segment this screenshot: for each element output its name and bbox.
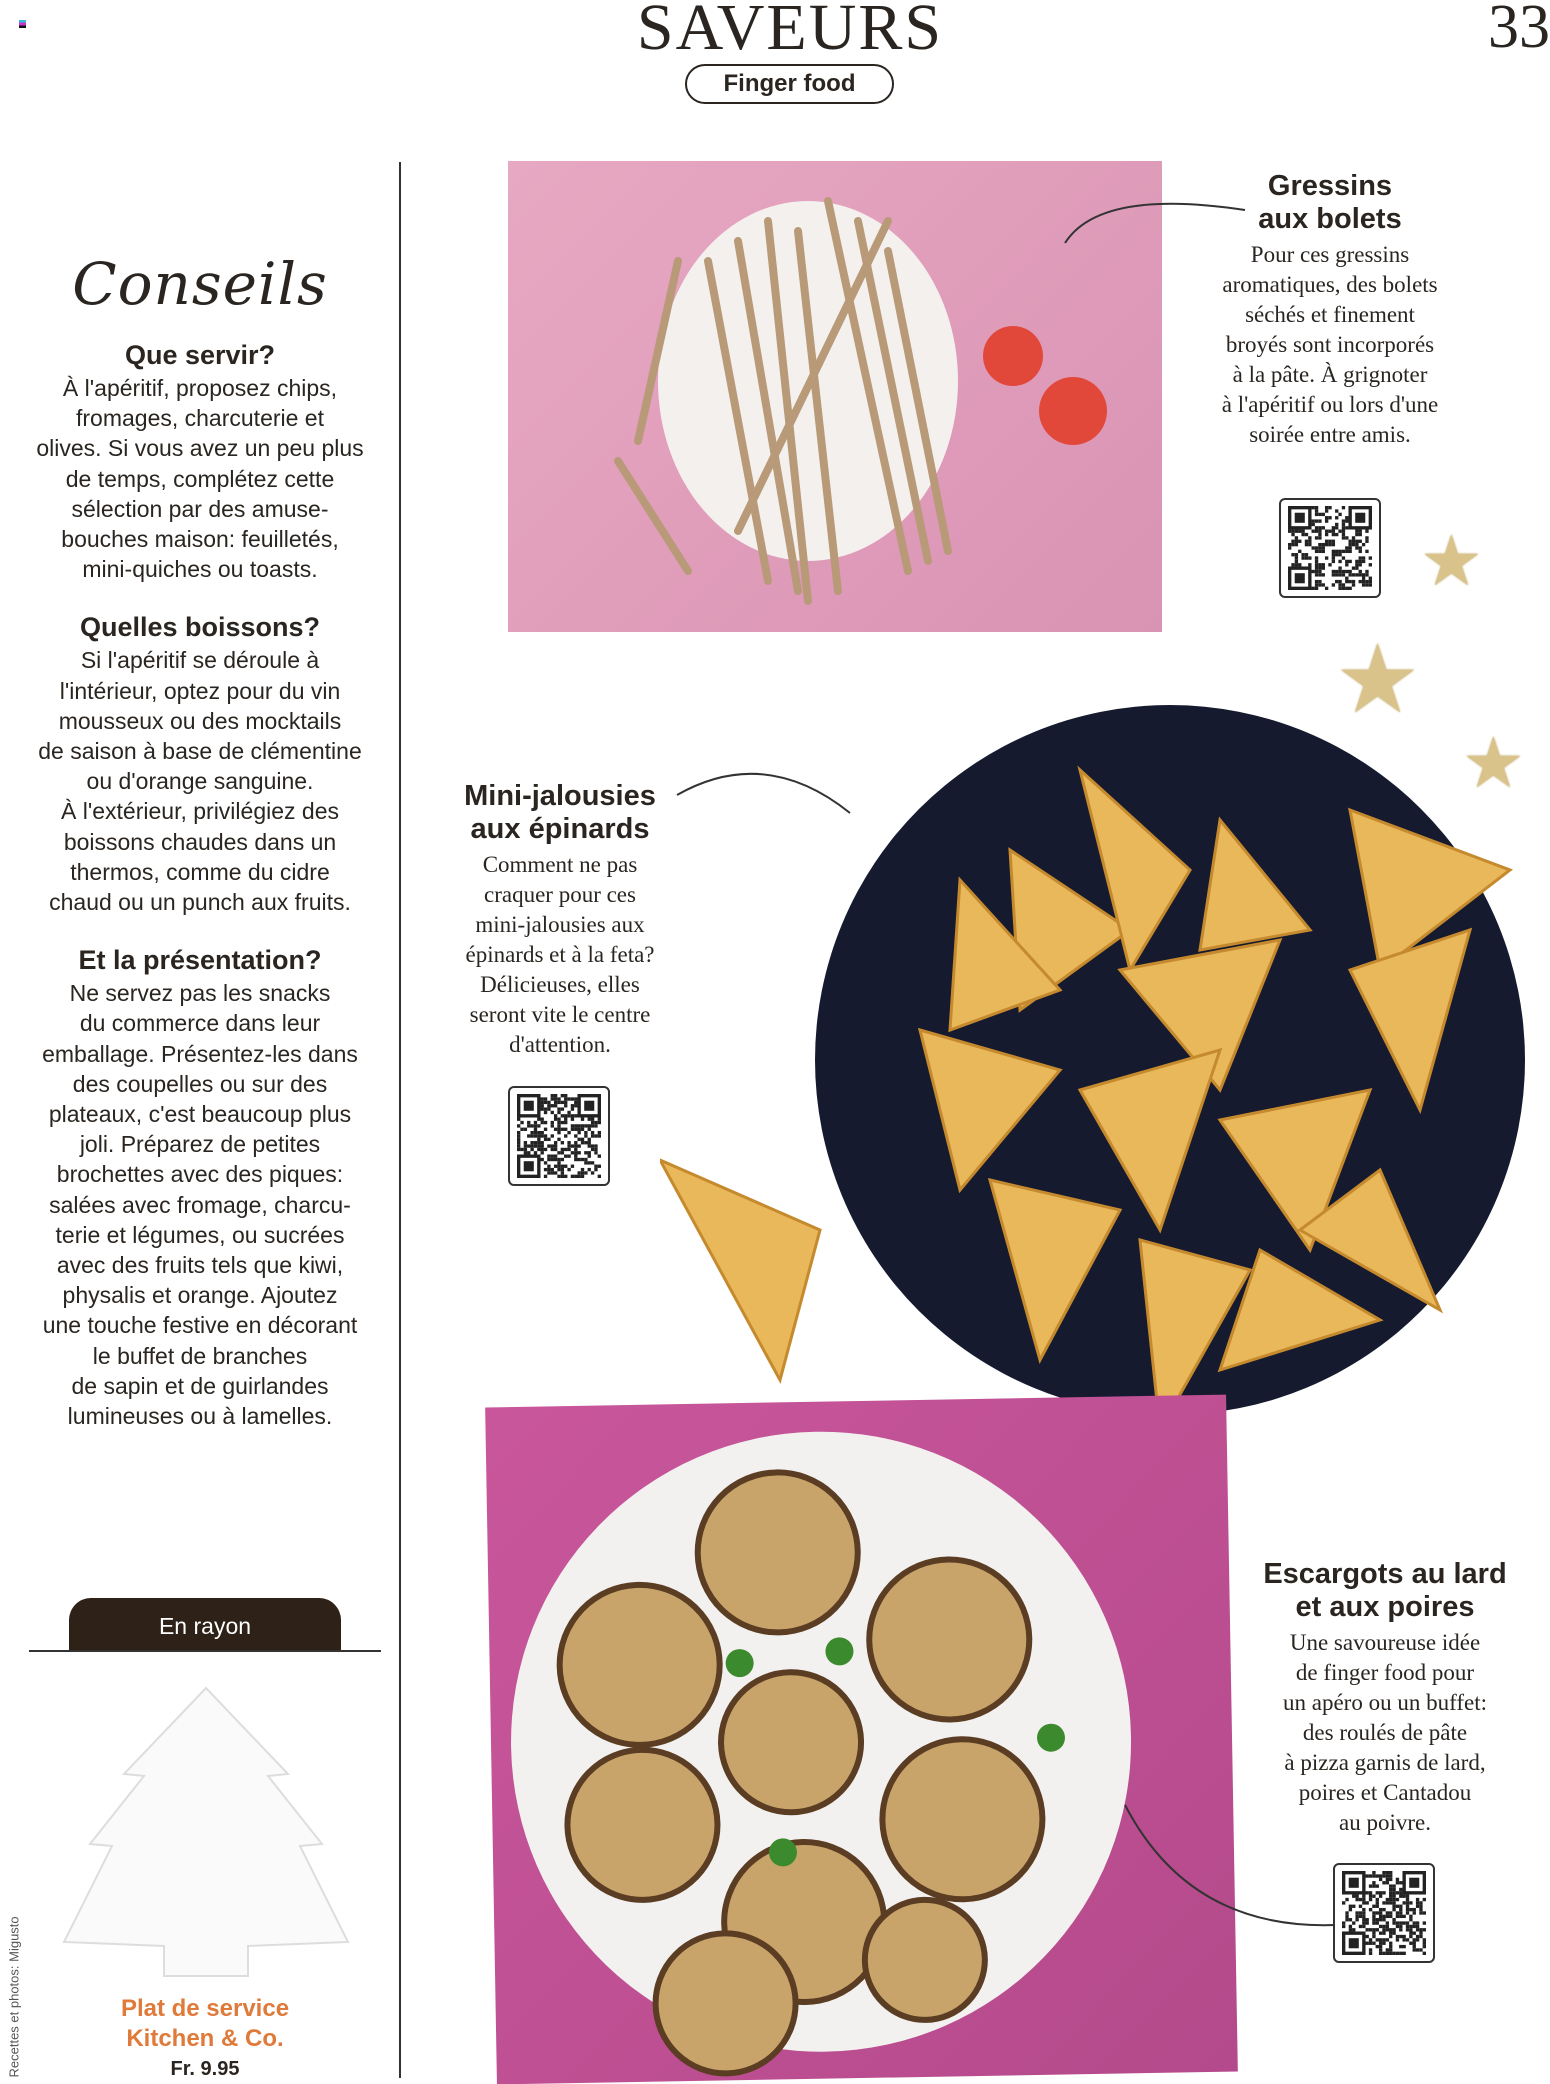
recipe-title: Mini-jalousies aux épinards: [464, 780, 656, 845]
text-line: joli. Préparez de petites: [79, 1131, 321, 1158]
text-line: épinards et à la feta?: [465, 942, 655, 967]
qr-code[interactable]: [508, 1086, 610, 1186]
text-line: d'attention.: [509, 1032, 611, 1057]
escargots-illustration: [485, 1395, 1238, 2084]
text-line: à l'apéritif ou lors d'une: [1221, 392, 1439, 417]
text-line: avec des fruits tels que kiwi,: [56, 1252, 344, 1279]
text-line: olives. Si vous avez un peu plus: [36, 435, 364, 462]
text-line: à la pâte. À grignoter: [1232, 362, 1428, 387]
divider: [29, 1650, 381, 1652]
text-line: À l'apéritif, proposez chips,: [62, 375, 338, 401]
recipe-jalousies: [420, 780, 700, 1060]
text-line: emballage. Présentez-les dans: [42, 1040, 358, 1067]
qr-code[interactable]: [1279, 498, 1381, 598]
text-line: craquer pour ces: [484, 882, 636, 907]
page-number: 33: [1488, 0, 1550, 61]
star-decoration: ★: [1462, 724, 1525, 802]
qr-pattern: [1287, 506, 1373, 590]
text-line: seront vite le centre: [469, 1002, 651, 1027]
text-line: du commerce dans leur: [79, 1010, 321, 1037]
star-decoration: ★: [1420, 522, 1483, 600]
text-line: broyés sont incorporés: [1225, 332, 1435, 357]
text-line: thermos, comme du cidre: [70, 858, 330, 885]
star-decoration: ★: [1335, 627, 1421, 733]
conseil-text: [20, 978, 380, 1431]
section-title: SAVEURS: [636, 0, 944, 64]
leader-line: [675, 765, 855, 815]
text-line: Délicieuses, elles: [480, 972, 640, 997]
recipe-description: [1245, 1628, 1525, 1838]
conseils-title: Conseils: [72, 250, 328, 318]
qr-code[interactable]: [1333, 1863, 1435, 1963]
recipe-title: Gressins aux bolets: [1258, 170, 1402, 235]
text-line: sélection par des amuse-: [71, 495, 329, 522]
product-info: [20, 1994, 390, 2084]
product-name: Plat de service: [120, 1995, 290, 2022]
conseil-heading: Que servir?: [124, 340, 276, 370]
qr-pattern: [516, 1094, 602, 1178]
text-line: ou d'orange sanguine.: [86, 768, 314, 795]
text-line: soirée entre amis.: [1249, 422, 1411, 447]
text-line: de finger food pour: [1295, 1660, 1475, 1685]
tree-plate-image: [60, 1684, 352, 1980]
text-line: Si l'apéritif se déroule à: [80, 647, 320, 674]
category-pill: Finger food: [685, 64, 894, 104]
text-line: au poivre.: [1339, 1810, 1431, 1835]
text-line: Une savoureuse idée: [1289, 1630, 1481, 1655]
text-line: mini-jalousies aux: [475, 912, 645, 937]
text-line: mini-quiches ou toasts.: [82, 556, 318, 583]
recipe-escargots: [1245, 1558, 1525, 1838]
text-line: de saison à base de clémentine: [38, 738, 362, 765]
text-line: poires et Cantadou: [1298, 1780, 1472, 1805]
product-brand: Kitchen & Co.: [126, 2025, 284, 2052]
column-divider: [399, 162, 401, 2078]
text-line: à pizza garnis de lard,: [1284, 1750, 1486, 1775]
product-price: Fr. 9.95: [170, 2058, 240, 2080]
text-line: des coupelles ou sur des: [72, 1070, 328, 1097]
text-line: salées avec fromage, charcu-: [49, 1191, 351, 1218]
text-line: de sapin et de guirlandes: [71, 1372, 329, 1399]
text-line: séchés et finement: [1245, 302, 1415, 327]
qr-pattern: [1341, 1871, 1427, 1955]
recipe-description: [420, 850, 700, 1060]
text-line: Ne servez pas les snacks: [69, 980, 331, 1007]
recipe-gressins: [1190, 170, 1470, 450]
text-line: fromages, charcuterie et: [75, 405, 324, 432]
text-line: terie et légumes, ou sucrées: [55, 1221, 345, 1248]
text-line: lumineuses ou à lamelles.: [67, 1403, 333, 1430]
recipe-description: [1190, 240, 1470, 450]
escargots-photo: [485, 1395, 1238, 2084]
en-rayon-tab: En rayon: [69, 1598, 341, 1651]
text-line: des roulés de pâte: [1302, 1720, 1468, 1745]
conseil-text: [20, 373, 380, 584]
conseil-heading: Quelles boissons?: [79, 612, 321, 643]
text-line: boissons chaudes dans un: [63, 828, 337, 855]
text-line: une touche festive en décorant: [42, 1312, 358, 1339]
text-line: À l'extérieur, privilégiez des: [61, 798, 339, 825]
text-line: chaud ou un punch aux fruits.: [49, 889, 351, 916]
text-line: un apéro ou un buffet:: [1283, 1690, 1487, 1715]
text-line: aromatiques, des bolets: [1222, 272, 1438, 297]
text-line: de temps, complétez cette: [65, 465, 335, 492]
text-line: Comment ne pas: [482, 852, 638, 877]
text-line: l'intérieur, optez pour du vin: [59, 677, 341, 704]
photo-credit: Recettes et photos: Migusto: [6, 1916, 22, 2078]
conseil-heading: Et la présentation?: [78, 945, 322, 976]
conseil-text: [20, 645, 380, 917]
conseils-column: [20, 250, 380, 1459]
text-line: Pour ces gressins: [1250, 242, 1410, 267]
text-line: bouches maison: feuilletés,: [61, 526, 339, 553]
text-line: brochettes avec des piques:: [56, 1161, 344, 1188]
text-line: le buffet de branches: [92, 1342, 308, 1369]
text-line: physalis et orange. Ajoutez: [62, 1282, 338, 1309]
text-line: mousseux ou des mocktails: [58, 707, 342, 734]
recipe-title: Escargots au lard et aux poires: [1263, 1558, 1507, 1623]
text-line: plateaux, c'est beaucoup plus: [48, 1101, 352, 1128]
